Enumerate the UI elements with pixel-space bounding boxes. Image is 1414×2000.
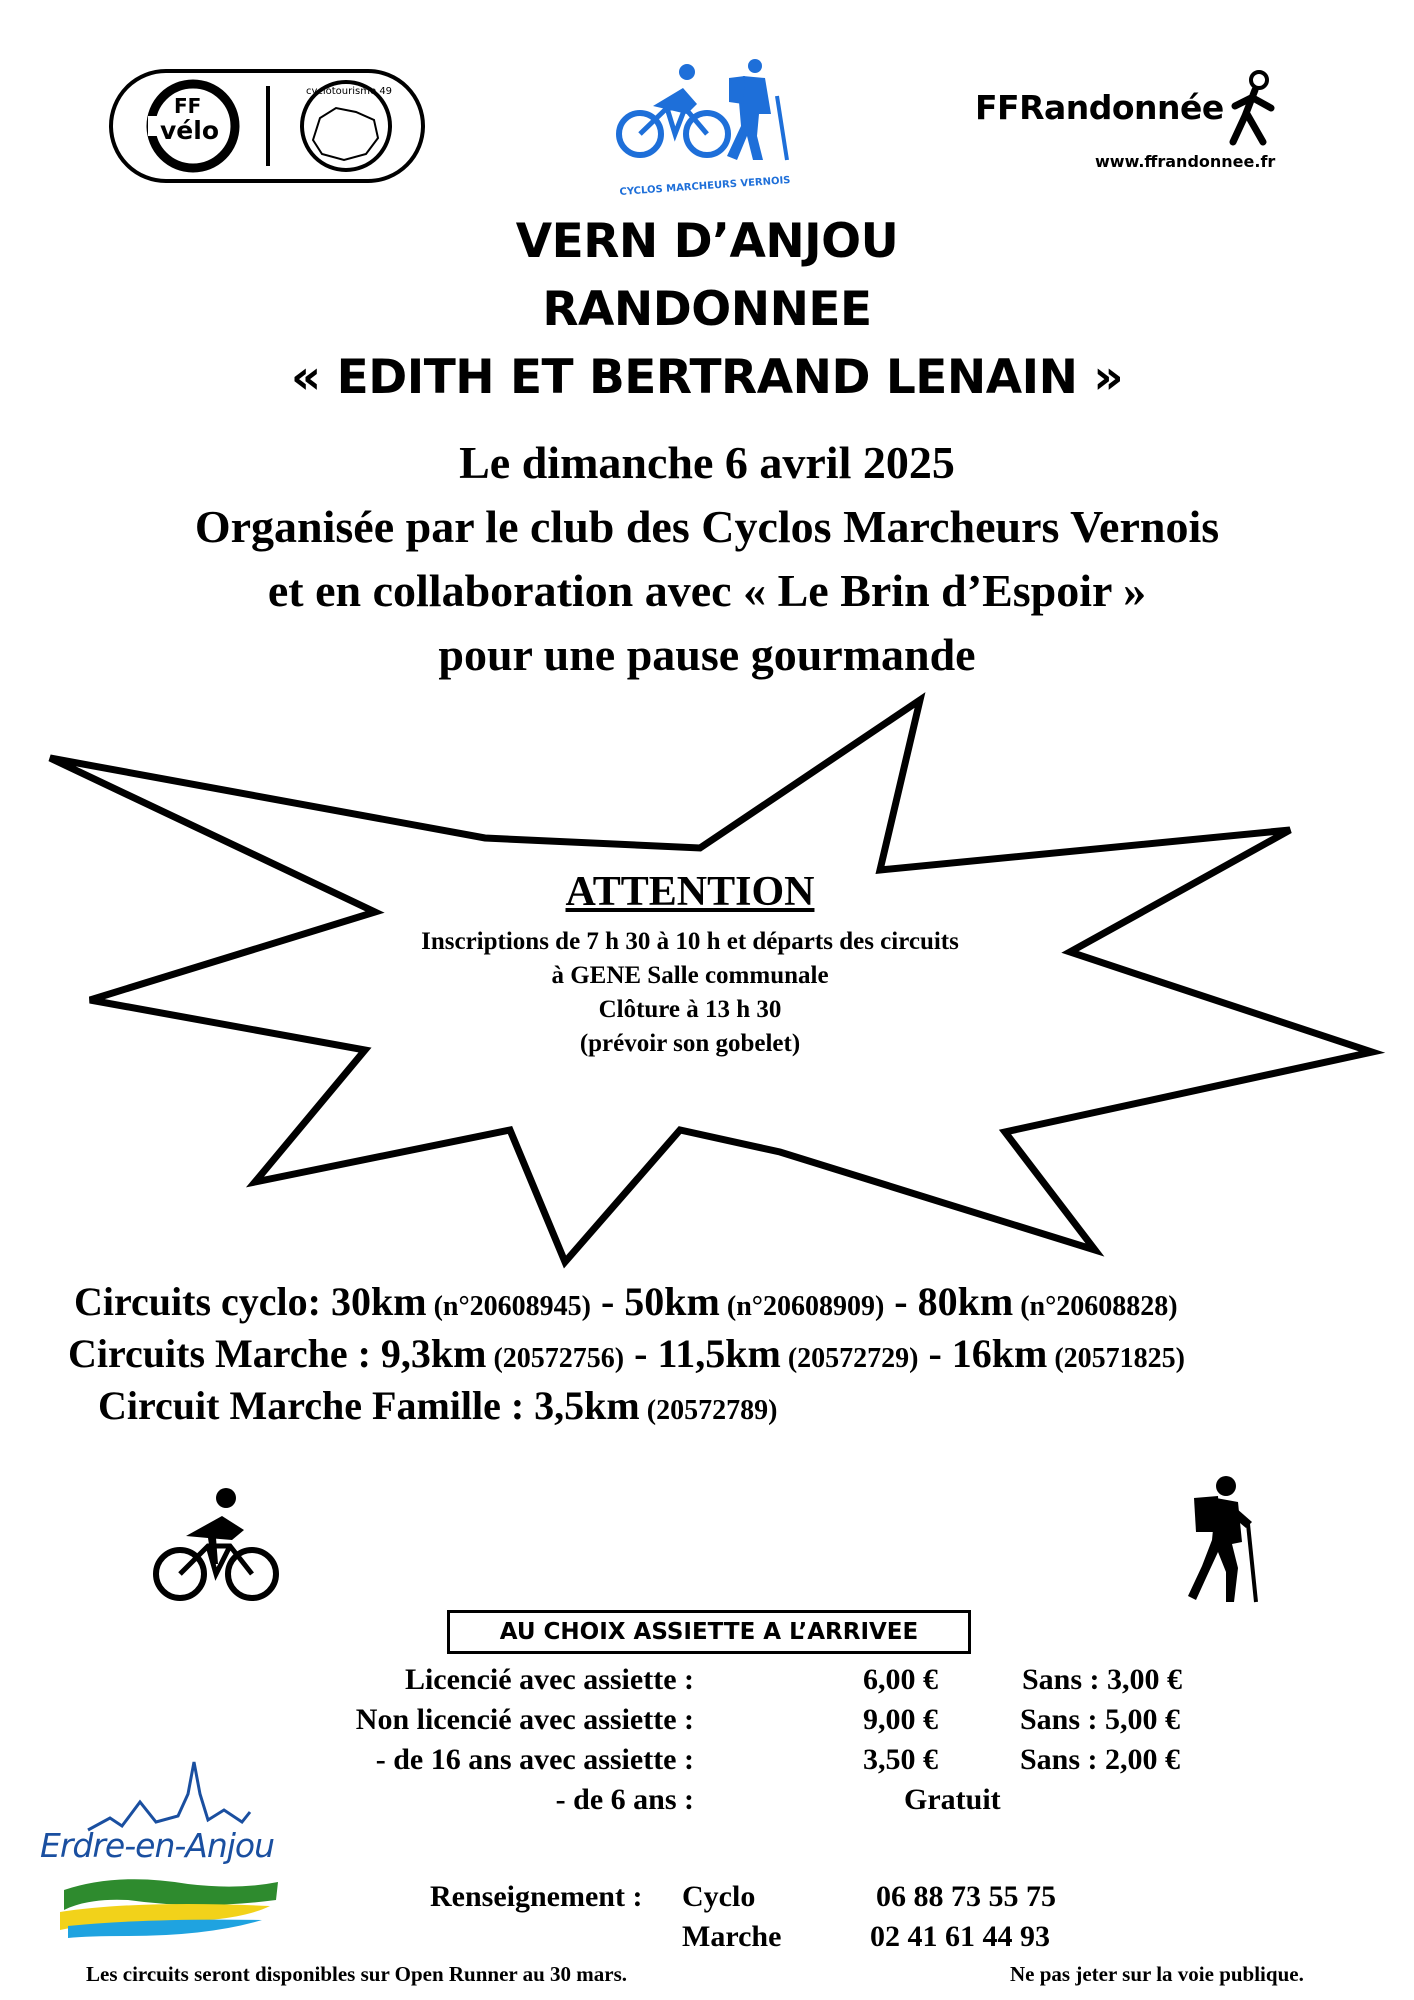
club-logo xyxy=(605,56,805,206)
contact-cyclo-phone: 06 88 73 55 75 xyxy=(876,1880,1056,1913)
menu-row-3-label: - de 16 ans avec assiette : xyxy=(375,1743,694,1776)
ffrandonnee-logo xyxy=(975,70,1295,180)
menu-row-3-price: 3,50 € xyxy=(863,1743,938,1776)
hiker-icon xyxy=(1182,1474,1272,1604)
circuits-cyclo-d2: - 50km xyxy=(590,1279,720,1324)
circuits-cyclo-n2: (n°20608909) xyxy=(719,1291,885,1322)
attention-line1: Inscriptions de 7 h 30 à 10 h et départs des circuits xyxy=(421,928,959,955)
circuits-marche xyxy=(68,1330,1185,1377)
menu-row-2-label: Non licencié avec assiette : xyxy=(355,1703,694,1736)
erdre-logo-name: Erdre-en-Anjou xyxy=(40,1826,275,1865)
erdre-logo xyxy=(38,1750,318,1940)
title-randonnee: RANDONNEE xyxy=(542,282,872,337)
title-edith-bertrand: « EDITH ET BERTRAND LENAIN » xyxy=(290,350,1124,405)
event-pause: pour une pause gourmande xyxy=(438,629,976,680)
menu-row-1-sans: Sans : 3,00 € xyxy=(1022,1663,1183,1696)
menu-row-2-price: 9,00 € xyxy=(863,1703,938,1736)
attention-starburst xyxy=(0,690,1414,1290)
cyclist-icon xyxy=(152,1486,282,1606)
ffrandonnee-url: www.ffrandonnee.fr xyxy=(1095,152,1276,171)
circuits-cyclo-label: Circuits cyclo: xyxy=(74,1279,331,1324)
contact-marche-label: Marche xyxy=(682,1920,782,1953)
circuits-marche-d3: - 16km xyxy=(918,1331,1048,1376)
title-vern-danjou: VERN D’ANJOU xyxy=(515,214,899,269)
menu-row-4-price: Gratuit xyxy=(904,1783,1001,1816)
menu-heading: AU CHOIX ASSIETTE A L’ARRIVEE xyxy=(447,1610,971,1654)
event-date: Le dimanche 6 avril 2025 xyxy=(459,437,955,488)
circuits-cyclo-d1: 30km xyxy=(330,1279,427,1324)
ffvelo-seal-text: cyclotourisme 49 xyxy=(305,86,393,97)
circuits-marche-d2: - 11,5km xyxy=(624,1331,781,1376)
menu-row-1-price: 6,00 € xyxy=(863,1663,938,1696)
menu-row-2-sans: Sans : 5,00 € xyxy=(1020,1703,1181,1736)
attention-line3: Clôture à 13 h 30 xyxy=(598,996,782,1023)
circuits-cyclo-n3: (n°20608828) xyxy=(1013,1291,1178,1322)
footer-left: Les circuits seront disponibles sur Open Runner au 30 mars. xyxy=(86,1962,628,1986)
circuits-marche-label: Circuits Marche : xyxy=(68,1331,381,1376)
circuits-famille-label: Circuit Marche Famille : xyxy=(98,1383,535,1428)
ffvelo-ff: FF xyxy=(174,94,202,118)
circuits-marche-n3: (20571825) xyxy=(1047,1343,1186,1374)
ffvelo-logo xyxy=(108,68,426,184)
event-organizer: Organisée par le club des Cyclos Marcheurs Vernois xyxy=(194,501,1220,552)
contact-cyclo-label: Cyclo xyxy=(682,1880,756,1913)
circuits-cyclo-n1: (n°20608945) xyxy=(426,1291,591,1322)
attention-heading: ATTENTION xyxy=(565,869,815,915)
menu-row-1-label: Licencié avec assiette : xyxy=(404,1663,694,1696)
circuits-marche-n2: (20572729) xyxy=(780,1343,919,1374)
footer-right: Ne pas jeter sur la voie publique. xyxy=(1010,1962,1304,1986)
attention-line2: à GENE Salle communale xyxy=(551,962,829,989)
ffrandonnee-name: FFRandonnée xyxy=(975,88,1224,127)
circuits-famille-n1: (20572789) xyxy=(639,1395,778,1426)
circuits-cyclo xyxy=(74,1278,1178,1325)
contact-label: Renseignement : xyxy=(430,1880,643,1913)
attention-line4: (prévoir son gobelet) xyxy=(579,1030,801,1057)
club-logo-name: CYCLOS MARCHEURS VERNOIS xyxy=(619,175,791,198)
walker-icon xyxy=(1225,70,1285,150)
circuits-famille xyxy=(98,1382,777,1429)
contact-marche-phone: 02 41 61 44 93 xyxy=(870,1920,1050,1953)
circuits-cyclo-d3: - 80km xyxy=(884,1279,1014,1324)
circuits-famille-d1: 3,5km xyxy=(534,1383,640,1428)
cyclist-walker-icon xyxy=(605,56,805,176)
circuits-marche-d1: 9,3km xyxy=(380,1331,487,1376)
ffvelo-velo: vélo xyxy=(160,116,219,145)
menu-row-4-label: - de 6 ans : xyxy=(555,1783,694,1816)
menu-row-3-sans: Sans : 2,00 € xyxy=(1020,1743,1181,1776)
circuits-marche-n1: (20572756) xyxy=(486,1343,625,1374)
event-collab: et en collaboration avec « Le Brin d’Espoir » xyxy=(267,565,1147,616)
